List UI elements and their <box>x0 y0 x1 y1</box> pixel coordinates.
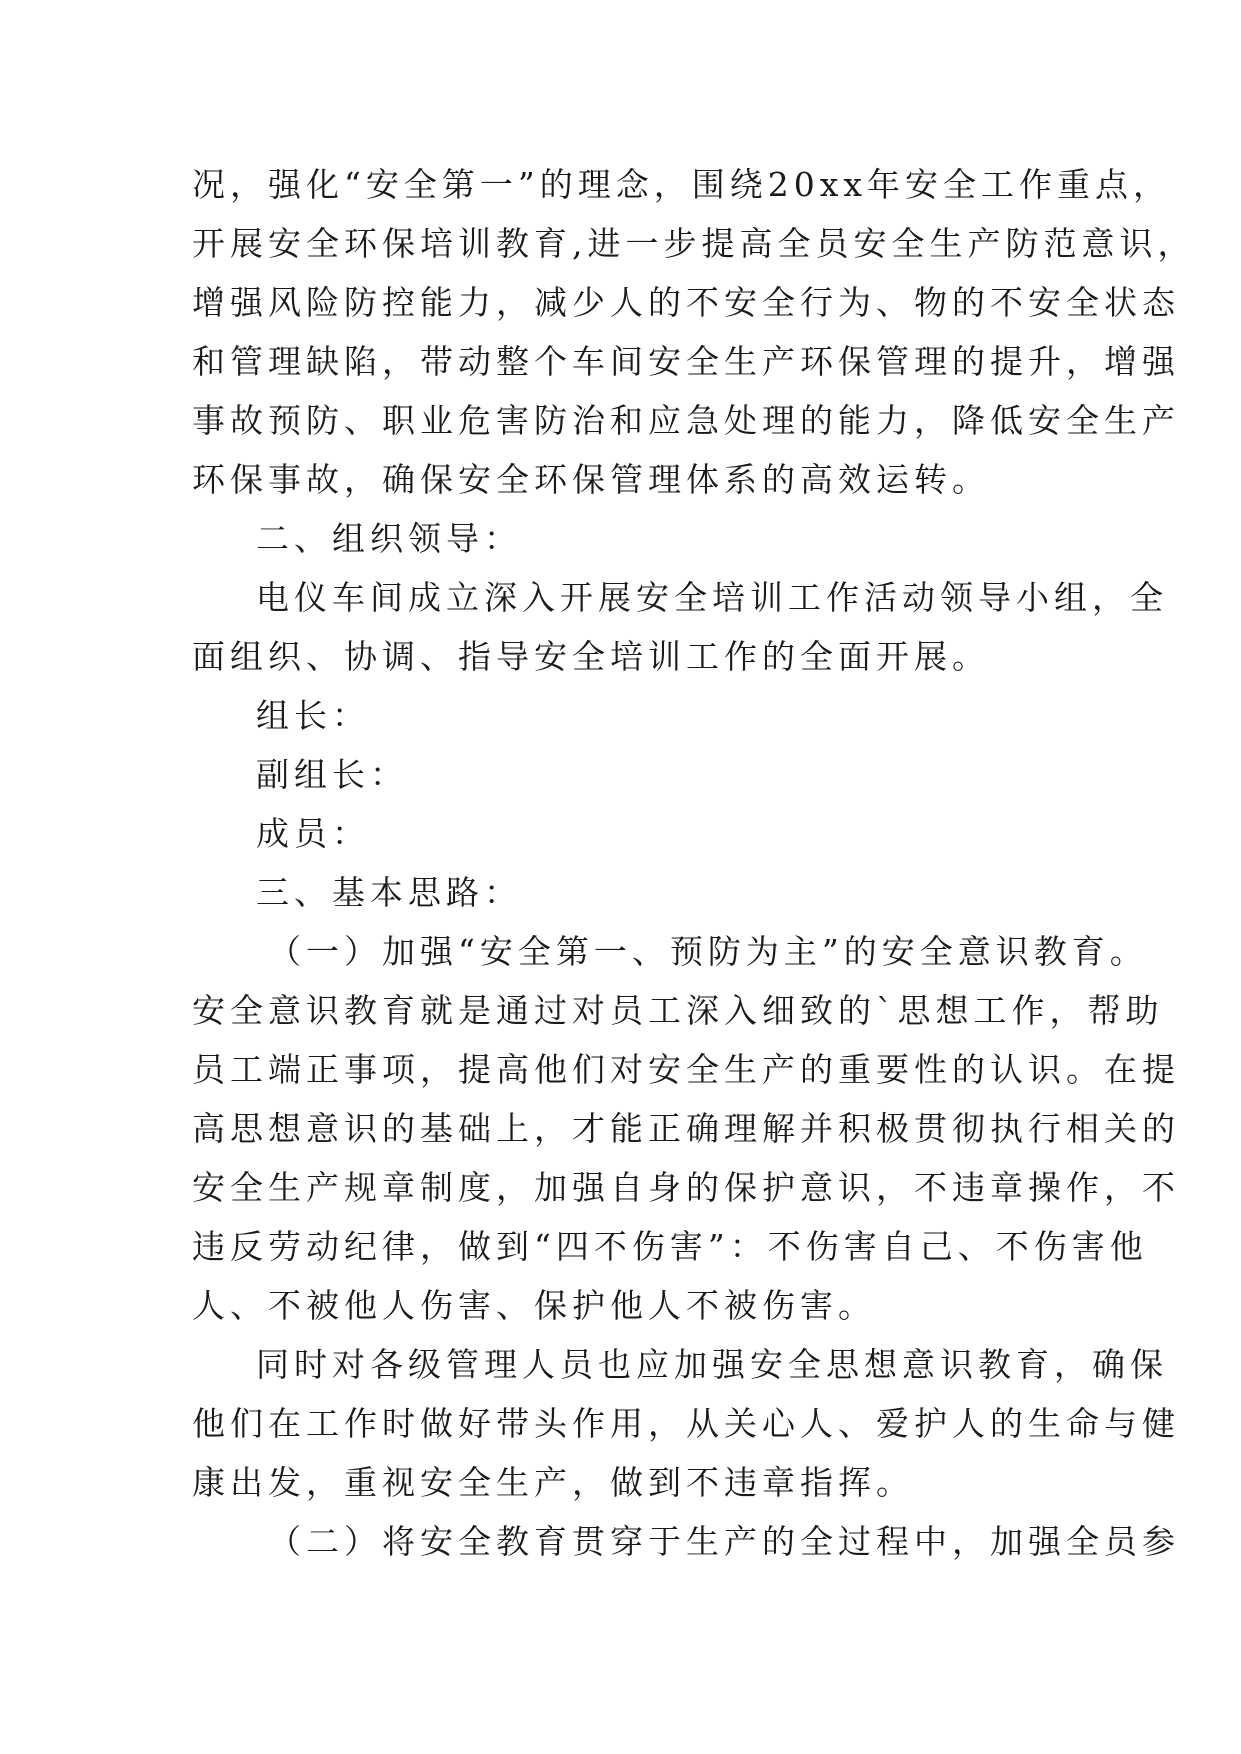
body-text-line: 康出发，重视安全生产，做到不违章指挥。 <box>192 1463 914 1502</box>
body-text-line: 安全生产规章制度，加强自身的保护意识，不违章操作，不 <box>192 1168 1180 1207</box>
section-heading: 三、基本思路： <box>256 873 522 912</box>
body-text-line: 违反劳动纪律，做到“四不伤害”：不伤害自己、不伤害他 <box>192 1227 1148 1266</box>
body-text-line: 面组织、协调、指导安全培训工作的全面开展。 <box>192 637 990 676</box>
section-heading: 二、组织领导： <box>256 519 522 558</box>
subsection-heading: （一）加强“安全第一、预防为主”的安全意识教育。 <box>268 932 1148 971</box>
body-text-line: 人、不被他人伤害、保护他人不被伤害。 <box>192 1286 876 1325</box>
body-text-line: 安全意识教育就是通过对员工深入细致的`思想工作，帮助 <box>192 991 1164 1030</box>
body-text-line: 事故预防、职业危害防治和应急处理的能力，降低安全生产 <box>192 401 1180 440</box>
body-text-line: 和管理缺陷，带动整个车间安全生产环保管理的提升，增强 <box>192 342 1180 381</box>
body-text-line: 员工端正事项，提高他们对安全生产的重要性的认识。在提 <box>192 1050 1180 1089</box>
body-text-line: 况，强化“安全第一”的理念，围绕20xx年安全工作重点， <box>192 165 1171 204</box>
subsection-heading: （二）将安全教育贯穿于生产的全过程中，加强全员参 <box>268 1522 1180 1561</box>
body-text-line: 电仪车间成立深入开展安全培训工作活动领导小组，全 <box>256 578 1168 617</box>
body-text-line: 开展安全环保培训教育,进一步提高全员安全生产防范意识， <box>192 224 1196 263</box>
body-text-line: 成员： <box>256 814 370 853</box>
body-text-line: 增强风险防控能力，减少人的不安全行为、物的不安全状态 <box>192 283 1180 322</box>
body-text-line: 组长： <box>256 696 370 735</box>
body-text-line: 环保事故，确保安全环保管理体系的高效运转。 <box>192 460 990 499</box>
body-text-line: 高思想意识的基础上，才能正确理解并积极贯彻执行相关的 <box>192 1109 1180 1148</box>
body-text-line: 他们在工作时做好带头作用，从关心人、爱护人的生命与健 <box>192 1404 1180 1443</box>
body-text-line: 同时对各级管理人员也应加强安全思想意识教育，确保 <box>256 1345 1168 1384</box>
body-text-line: 副组长： <box>256 755 408 794</box>
